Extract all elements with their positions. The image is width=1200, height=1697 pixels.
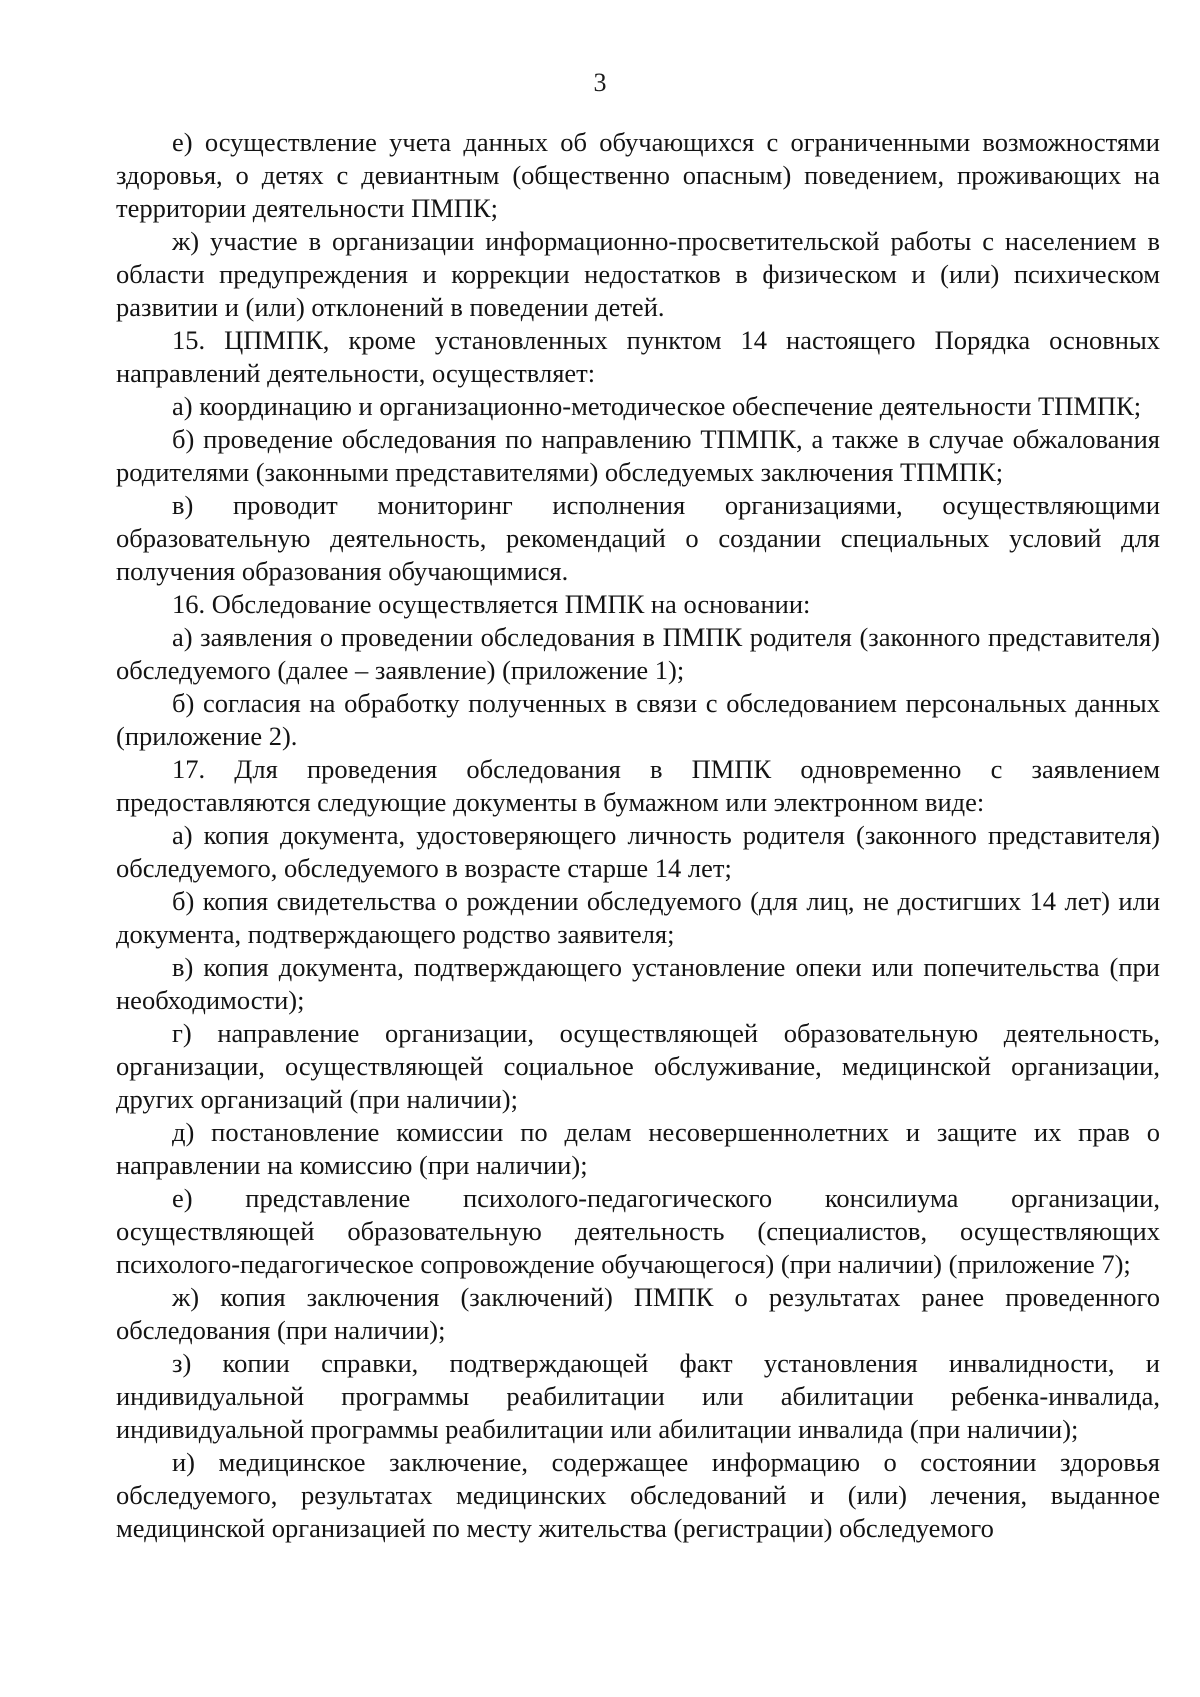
paragraph-17i: и) медицинское заключение, содержащее информацию о состоянии здоровья обследуемого, результатах медицинских обследований и (или) лечения, выданное медицинской организацией по месту жительства (регистрации) обследуемого (116, 1447, 1160, 1543)
page-number: 3 (593, 68, 607, 97)
paragraph-16a: а) заявления о проведении обследования в ПМПК родителя (законного представителя) обследуемого (далее – заявление) (приложение 1); (116, 622, 1160, 685)
paragraph-15: 15. ЦПМПК, кроме установленных пунктом 14 настоящего Порядка основных направлений деятельности, осуществляет: (116, 325, 1160, 388)
paragraph-17g: г) направление организации, осуществляющей образовательную деятельность, организации, осуществляющей социальное обслуживание, медицинской организации, других организаций (при наличии); (116, 1018, 1160, 1114)
paragraph-16: 16. Обследование осуществляется ПМПК на основании: (172, 589, 811, 619)
paragraph-15a: а) координацию и организационно-методическое обеспечение деятельности ТПМПК; (172, 391, 1142, 421)
paragraph-17b: б) копия свидетельства о рождении обследуемого (для лиц, не достигших 14 лет) или документа, подтверждающего родство заявителя; (116, 886, 1160, 949)
paragraph-15b: б) проведение обследования по направлению ТПМПК, а также в случае обжалования родителями (законными представителями) обследуемых заключения ТПМПК; (116, 424, 1160, 487)
paragraph-17zh: ж) копия заключения (заключений) ПМПК о результатах ранее проведенного обследования (при наличии); (116, 1282, 1160, 1345)
document-body (116, 126, 1160, 1545)
paragraph-14e: е) осуществление учета данных об обучающихся с ограниченными возможностями здоровья, о детях с девиантным (общественно опасным) поведением, проживающих на территории деятельности ПМПК; (116, 127, 1160, 223)
paragraph-17: 17. Для проведения обследования в ПМПК одновременно с заявлением предоставляются следующие документы в бумажном или электронном виде: (116, 754, 1160, 817)
paragraph-17e: е) представление психолого-педагогического консилиума организации, осуществляющей образовательную деятельность (специалистов, осуществляющих психолого-педагогическое сопровождение обучающегося) (при наличии) (приложение 7); (116, 1183, 1160, 1279)
paragraph-17v: в) копия документа, подтверждающего установление опеки или попечительства (при необходимости); (116, 952, 1160, 1015)
paragraph-17z: з) копии справки, подтверждающей факт установления инвалидности, и индивидуальной программы реабилитации или абилитации ребенка-инвалида, индивидуальной программы реабилитации или абилитации инвалида (при наличии); (116, 1348, 1160, 1444)
paragraph-14zh: ж) участие в организации информационно-просветительской работы с населением в области предупреждения и коррекции недостатков в физическом и (или) психическом развитии и (или) отклонений в поведении детей. (116, 226, 1160, 322)
paragraph-17d: д) постановление комиссии по делам несовершеннолетних и защите их прав о направлении на комиссию (при наличии); (116, 1117, 1160, 1180)
paragraph-15v: в) проводит мониторинг исполнения организациями, осуществляющими образовательную деятельность, рекомендаций о создании специальных условий для получения образования обучающимися. (116, 490, 1160, 586)
paragraph-17a: а) копия документа, удостоверяющего личность родителя (законного представителя) обследуемого, обследуемого в возрасте старше 14 лет; (116, 820, 1160, 883)
paragraph-16b: б) согласия на обработку полученных в связи с обследованием персональных данных (приложение 2). (116, 688, 1160, 751)
